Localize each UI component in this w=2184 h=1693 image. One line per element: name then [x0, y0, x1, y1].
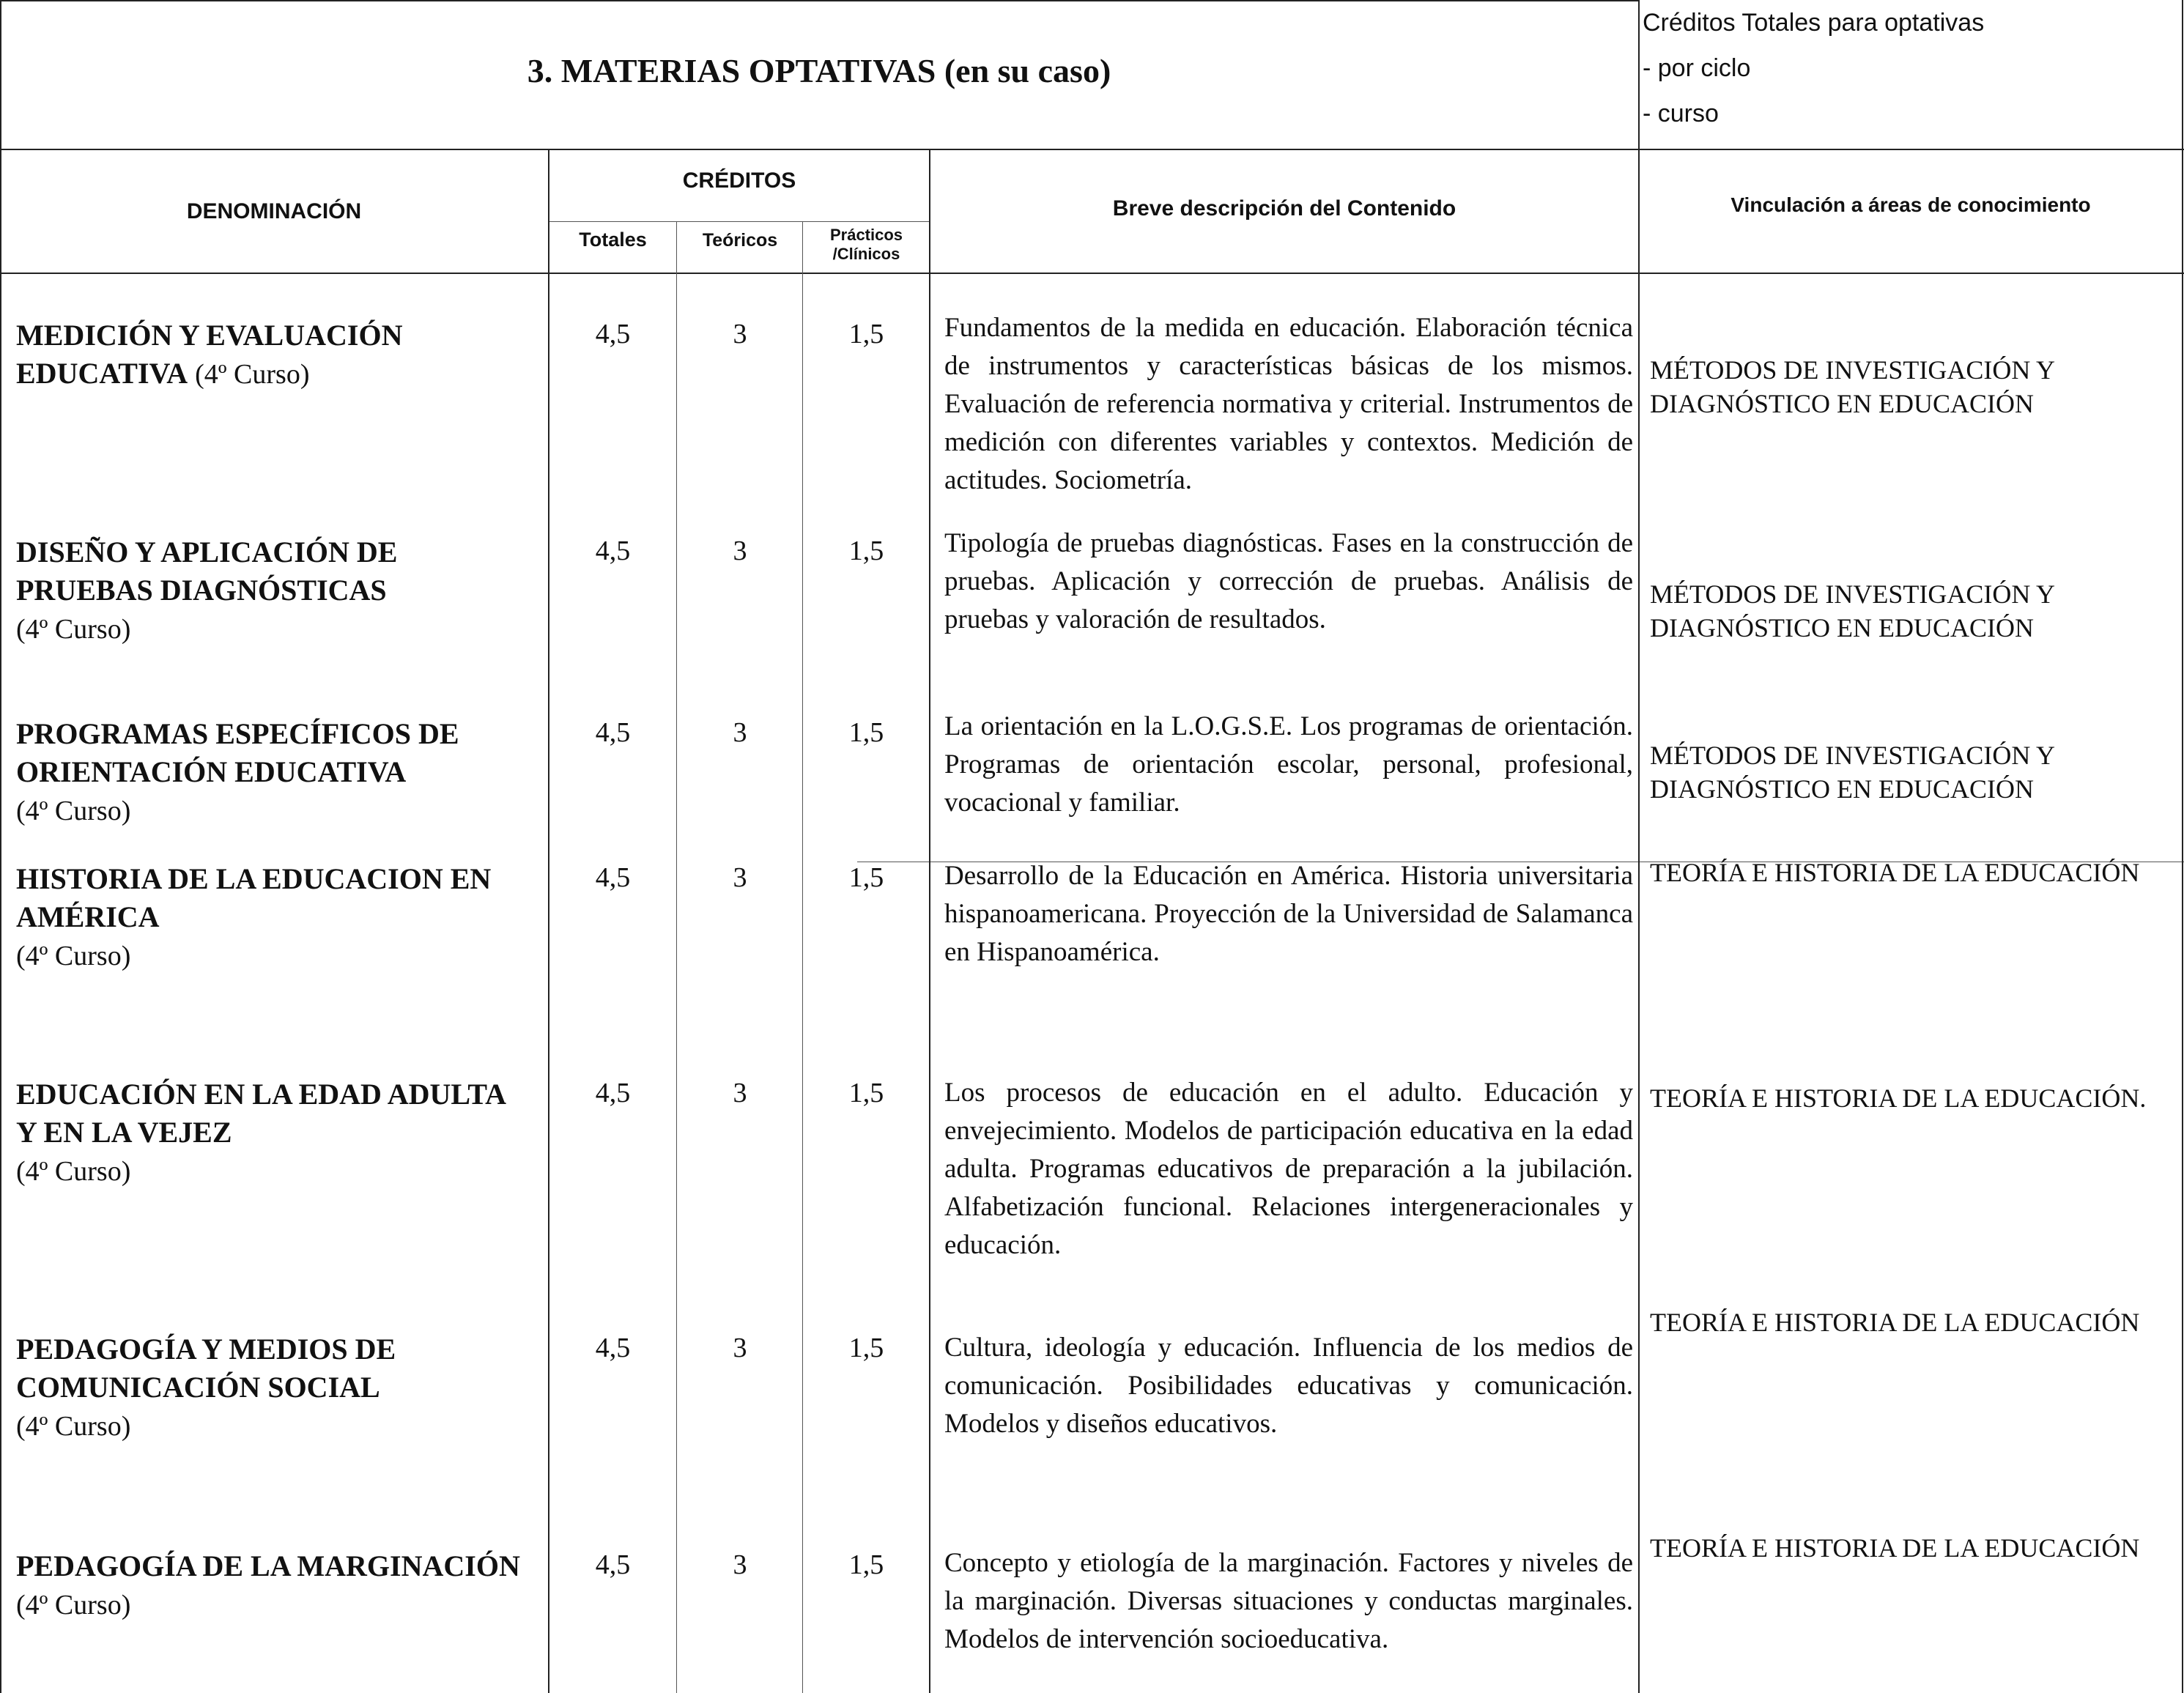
- subject-name: [16, 860, 544, 975]
- subject-name-line2: PRUEBAS DIAGNÓSTICAS: [16, 574, 387, 607]
- left-border: [0, 0, 1, 1693]
- header-divider: [0, 149, 2184, 150]
- denominacion-column-line: [548, 149, 549, 1693]
- knowledge-area: MÉTODOS DE INVESTIGACIÓN Y DIAGNÓSTICO EN EDUCACIÓN: [1650, 741, 2054, 804]
- subject-course: (4º Curso): [16, 1156, 131, 1187]
- page-title: 3. MATERIAS OPTATIVAS (en su caso): [527, 52, 1111, 89]
- subject-name-line2: Y EN LA VEJEZ: [16, 1116, 232, 1149]
- column-header-totales: Totales: [579, 229, 647, 251]
- subject-name-line1: HISTORIA DE LA EDUCACION EN: [16, 862, 492, 895]
- knowledge-area: TEORÍA E HISTORIA DE LA EDUCACIÓN: [1650, 1308, 2140, 1337]
- subject-course: (4º Curso): [16, 1411, 131, 1442]
- subject-description: Tipología de pruebas diagnósticas. Fases en la construcción de pruebas. Aplicación y corrección de pruebas. Análisis de pruebas y valoración de resultados.: [944, 528, 1633, 634]
- column-header-vinculacion: Vinculación a áreas de conocimiento: [1730, 193, 2091, 216]
- subject-name-line2: COMUNICACIÓN SOCIAL: [16, 1371, 380, 1404]
- credits-practicos: 1,5: [848, 1078, 884, 1108]
- credits-teoricos: 3: [733, 862, 747, 893]
- column-header-denominacion: DENOMINACIÓN: [186, 199, 362, 223]
- right-border: [2182, 0, 2183, 1693]
- optativas-credits-box: [1640, 0, 2182, 136]
- subject-name-line1: EDUCACIÓN EN LA EDAD ADULTA: [16, 1078, 507, 1111]
- credits-practicos: 1,5: [848, 717, 884, 748]
- subject-description: Los procesos de educación en el adulto. Educación y envejecimiento. Modelos de participación educativa en la edad adulta. Programas educativos de preparación a la jubilación. Alfabetización funcional. Relaciones intergeneracionales y educación.: [944, 1078, 1633, 1260]
- credits-teoricos: 3: [733, 1333, 747, 1363]
- credits-totales: 4,5: [595, 536, 631, 566]
- credits-practicos: 1,5: [848, 1333, 884, 1363]
- column-header-creditos: CRÉDITOS: [682, 168, 796, 193]
- knowledge-area: MÉTODOS DE INVESTIGACIÓN Y DIAGNÓSTICO EN EDUCACIÓN: [1650, 579, 2054, 642]
- credits-practicos: 1,5: [848, 862, 884, 893]
- subject-description: Desarrollo de la Educación en América. Historia universitaria hispanoamericana. Proyección de la Universidad de Salamanca en Hispanoamérica.: [944, 861, 1633, 967]
- subject-course: (4º Curso): [16, 614, 131, 645]
- column-header-practicos: [804, 226, 929, 264]
- subject-name: [16, 533, 544, 648]
- knowledge-area: TEORÍA E HISTORIA DE LA EDUCACIÓN.: [1650, 1083, 2147, 1113]
- credits-teoricos: 3: [733, 717, 747, 748]
- credits-totales: 4,5: [595, 1078, 631, 1108]
- subject-name: [16, 1330, 544, 1445]
- credits-totales: 4,5: [595, 1333, 631, 1363]
- knowledge-area: TEORÍA E HISTORIA DE LA EDUCACIÓN: [1650, 858, 2140, 887]
- credits-totales: 4,5: [595, 862, 631, 893]
- subject-name: [16, 316, 544, 393]
- vinculacion-column-line: [1638, 0, 1640, 1693]
- subject-description: Concepto y etiología de la marginación. Factores y niveles de la marginación. Diversas situaciones y conductas marginales. Modelos de intervención socioeducativa.: [944, 1548, 1633, 1654]
- subject-name-line2: ORIENTACIÓN EDUCATIVA: [16, 755, 407, 788]
- subject-course: (4º Curso): [16, 941, 131, 971]
- subject-name-line2: EDUCATIVA: [16, 357, 188, 390]
- practicos-line1: Prácticos: [829, 226, 903, 244]
- curso-label: - curso: [1643, 100, 1719, 127]
- table-header-bottom: [0, 273, 2184, 274]
- credits-teoricos: 3: [733, 1078, 747, 1108]
- credits-subheader-divider: [549, 221, 929, 222]
- subject-name-line1: PEDAGOGÍA Y MEDIOS DE: [16, 1333, 396, 1366]
- credits-teoricos: 3: [733, 319, 747, 349]
- subject-description: Fundamentos de la medida en educación. Elaboración técnica de instrumentos y características básicas de los mismos. Evaluación de referencia normativa y criterial. Instrumentos de medición con diferentes variables y contextos. Medición de actitudes. Sociometría.: [944, 313, 1633, 495]
- creditos-totales-label: Créditos Totales para optativas: [1643, 9, 1985, 37]
- teoricos-column-line: [802, 221, 803, 1693]
- column-header-descripcion: Breve descripción del Contenido: [1112, 196, 1456, 221]
- totales-column-line: [676, 221, 677, 1693]
- credits-teoricos: 3: [733, 536, 747, 566]
- por-ciclo-label: - por ciclo: [1643, 54, 1751, 82]
- subject-description: La orientación en la L.O.G.S.E. Los programas de orientación. Programas de orientación escolar, personal, profesional, vocacional y familiar.: [944, 711, 1633, 818]
- subject-name-line1: PEDAGOGÍA DE LA MARGINACIÓN: [16, 1549, 520, 1582]
- subject-course: (4º Curso): [195, 359, 310, 390]
- subject-description: Cultura, ideología y educación. Influencia de los medios de comunicación. Posibilidades educativas y comunicación. Modelos y diseños educativos.: [944, 1333, 1633, 1439]
- subject-course: (4º Curso): [16, 796, 131, 826]
- subject-name-line1: MEDICIÓN Y EVALUACIÓN: [16, 319, 403, 352]
- subject-name: [16, 715, 544, 830]
- subject-name-line1: DISEÑO Y APLICACIÓN DE: [16, 536, 398, 568]
- credits-teoricos: 3: [733, 1549, 747, 1580]
- credits-practicos: 1,5: [848, 536, 884, 566]
- subject-name-line2: AMÉRICA: [16, 900, 160, 933]
- knowledge-area: MÉTODOS DE INVESTIGACIÓN Y DIAGNÓSTICO EN EDUCACIÓN: [1650, 355, 2054, 418]
- subject-name: [16, 1547, 544, 1624]
- credits-practicos: 1,5: [848, 319, 884, 349]
- credits-totales: 4,5: [595, 717, 631, 748]
- descripcion-column-line: [929, 149, 930, 1693]
- credits-practicos: 1,5: [848, 1549, 884, 1580]
- subject-course: (4º Curso): [16, 1590, 131, 1620]
- column-header-teoricos: Teóricos: [702, 230, 778, 251]
- subject-name: [16, 1075, 544, 1190]
- top-border: [0, 0, 1638, 1]
- credits-totales: 4,5: [595, 319, 631, 349]
- subject-name-line1: PROGRAMAS ESPECÍFICOS DE: [16, 717, 459, 750]
- knowledge-area: TEORÍA E HISTORIA DE LA EDUCACIÓN: [1650, 1533, 2140, 1563]
- credits-totales: 4,5: [595, 1549, 631, 1580]
- practicos-line2: /Clínicos: [832, 245, 900, 263]
